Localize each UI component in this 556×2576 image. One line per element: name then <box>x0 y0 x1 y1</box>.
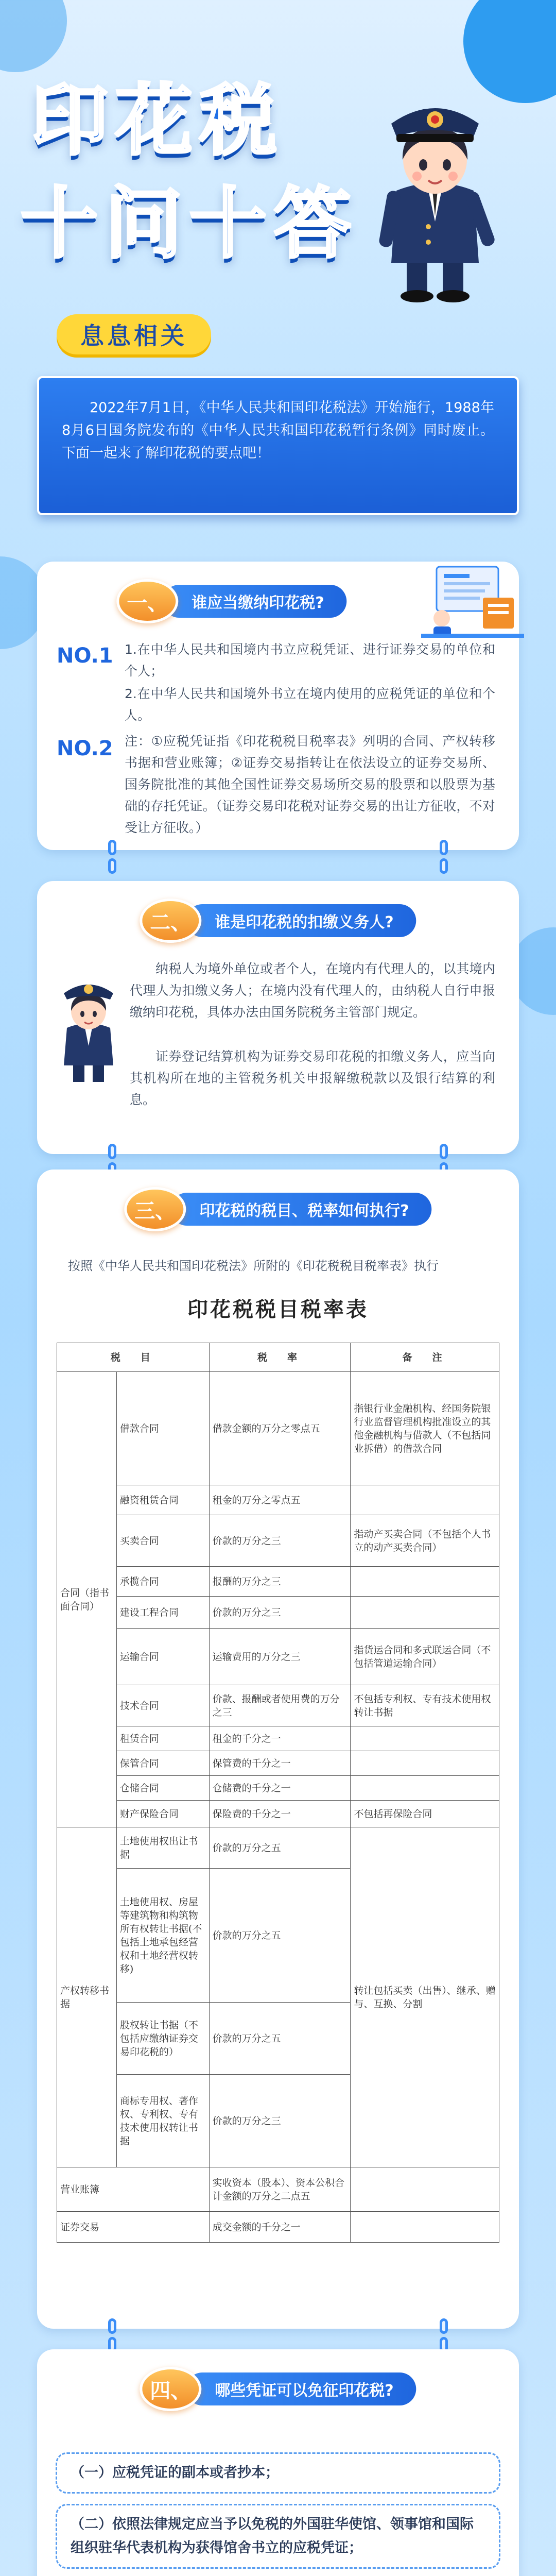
section-4-number: 四、 <box>140 2367 201 2411</box>
group-contract: 合同（指书面合同） <box>57 1372 117 1827</box>
row-item: 保管合同 <box>116 1751 209 1776</box>
row-note <box>351 1776 499 1801</box>
row-note <box>351 1751 499 1776</box>
row-note: 不包括专利权、专有技术使用权转让书据 <box>351 1685 499 1726</box>
table-row <box>57 1801 499 1827</box>
table-row <box>57 1567 499 1597</box>
row-note <box>351 1567 499 1597</box>
section-3-header <box>124 1187 431 1231</box>
row-rate: 价款、报酬或者使用费的万分之三 <box>209 1685 351 1726</box>
header-item: 税 目 <box>57 1343 210 1372</box>
q3-intro: 按照《中华人民共和国印花税法》所附的《印花税税目税率表》执行 <box>68 1259 439 1273</box>
table-row <box>57 1629 499 1685</box>
table-row <box>57 1827 499 1869</box>
row-item: 买卖合同 <box>116 1515 209 1567</box>
row-note: 指动产买卖合同（不包括个人书立的动产买卖合同） <box>351 1515 499 1567</box>
row-rate: 仓储费的千分之一 <box>209 1776 351 1801</box>
row-rate: 价款的万分之五 <box>209 2003 351 2075</box>
row-rate: 价款的万分之三 <box>209 1597 351 1629</box>
section-3-number: 三、 <box>124 1187 186 1231</box>
row-item: 承揽合同 <box>116 1567 209 1597</box>
card-q3 <box>37 1170 519 2329</box>
hero-title-line1: 印花税 <box>31 76 285 166</box>
card-q1 <box>37 562 519 850</box>
row-note <box>351 1485 499 1515</box>
row-item: 技术合同 <box>116 1685 209 1726</box>
row-note <box>351 1726 499 1751</box>
exempt-item-1: （一）应税凭证的副本或者抄本； <box>56 2452 500 2494</box>
row-note: 指银行业金融机构、经国务院银行业监督管理机构批准设立的其他金融机构与借款人（不包括同业拆借）的借款合同 <box>351 1372 499 1485</box>
section-2-title: 谁是印花税的扣缴义务人? <box>186 904 416 937</box>
header-rate: 税 率 <box>209 1343 351 1372</box>
row-rate: 价款的万分之五 <box>209 1869 351 2003</box>
office-illustration <box>421 556 524 639</box>
section-4-header <box>140 2367 416 2411</box>
row-note <box>351 2167 499 2212</box>
table-row <box>57 1776 499 1801</box>
q1-note: 注：①应税凭证指《印花税税目税率表》列明的合同、产权转移书据和营业账簿；②证券交易指转让在依法设立的证券交易所、国务院批准的其他全国性证券交易场所交易的股票和以股票为基础的存托凭证。（证券交易印花税对证券交易的出让方征收，不对受让方征收。） <box>125 734 495 835</box>
row-item: 运输合同 <box>116 1629 209 1685</box>
table-row <box>57 2167 499 2212</box>
q1-item-1: 1.在中华人民共和国境内书立应税凭证、进行证券交易的单位和个人； <box>125 642 495 679</box>
tax-officer-small-illustration <box>53 974 125 1087</box>
row-note: 不包括再保险合同 <box>351 1801 499 1827</box>
row-item: 证券交易 <box>57 2212 210 2243</box>
header-note: 备 注 <box>351 1343 499 1372</box>
card-q4 <box>37 2349 519 2576</box>
row-rate: 租金的千分之一 <box>209 1726 351 1751</box>
section-4-title: 哪些凭证可以免征印花税? <box>186 2372 416 2405</box>
group-transfer: 产权转移书据 <box>57 1827 117 2167</box>
section-1-title: 谁应当缴纳印花税? <box>163 585 346 618</box>
table-row <box>57 1597 499 1629</box>
row-note: 指货运合同和多式联运合同（不包括管道运输合同） <box>351 1629 499 1685</box>
topic-tag: 息息相关 <box>57 314 211 354</box>
no1-label: NO.1 <box>57 644 113 668</box>
row-rate: 成交金额的千分之一 <box>209 2212 351 2243</box>
section-1-header <box>116 579 346 623</box>
table-row <box>57 1685 499 1726</box>
row-rate: 价款的万分之三 <box>209 2075 351 2167</box>
row-note <box>351 2212 499 2243</box>
intro-box: 2022年7月1日，《中华人民共和国印花税法》开始施行，1988年8月6日国务院发布的《中华人民共和国印花税暂行条例》同时废止。下面一起来了解印花税的要点吧！ <box>37 376 519 515</box>
section-2-header <box>140 899 416 943</box>
row-item: 商标专用权、著作权、专利权、专有技术使用权转让书据 <box>116 2075 209 2167</box>
section-1-number: 一、 <box>116 579 178 623</box>
tax-officer-illustration <box>371 88 505 304</box>
table-row <box>57 1726 499 1751</box>
card-q2 <box>37 881 519 1154</box>
row-item: 融资租赁合同 <box>116 1485 209 1515</box>
section-2-number: 二、 <box>140 899 201 943</box>
row-rate: 租金的万分之零点五 <box>209 1485 351 1515</box>
table-row <box>57 2212 499 2243</box>
hero-title-line2: 十问十答 <box>21 179 359 269</box>
row-item: 营业账簿 <box>57 2167 210 2212</box>
table-row <box>57 1372 499 1485</box>
row-item: 土地使用权出让书据 <box>116 1827 209 1869</box>
q2-paragraph-2: 证券登记结算机构为证券交易印花税的扣缴义务人，应当向其机构所在地的主管税务机关申报解缴税款以及银行结算的利息。 <box>130 1049 495 1107</box>
table-title: 印花税税目税率表 <box>187 1297 369 1321</box>
row-item: 财产保险合同 <box>116 1801 209 1827</box>
row-item: 租赁合同 <box>116 1726 209 1751</box>
connector <box>108 840 116 881</box>
q2-paragraph-1: 纳税人为境外单位或者个人，在境内有代理人的，以其境内代理人为扣缴义务人；在境内没有代理人的，由纳税人自行申报缴纳印花税，具体办法由国务院税务主管部门规定。 <box>130 961 495 1020</box>
row-rate: 保管费的千分之一 <box>209 1751 351 1776</box>
top-left-bubble <box>0 0 67 72</box>
row-rate: 价款的万分之三 <box>209 1515 351 1567</box>
row-rate: 价款的万分之五 <box>209 1827 351 1869</box>
row-rate: 运输费用的万分之三 <box>209 1629 351 1685</box>
section-3-title: 印花税的税目、税率如何执行? <box>170 1193 431 1226</box>
row-note <box>351 1597 499 1629</box>
transfer-note: 转让包括买卖（出售）、继承、赠与、互换、分割 <box>351 1827 499 2167</box>
no2-label: NO.2 <box>57 737 113 760</box>
row-rate: 保险费的千分之一 <box>209 1801 351 1827</box>
table-row <box>57 1515 499 1567</box>
row-rate: 借款金额的万分之零点五 <box>209 1372 351 1485</box>
table-header-row <box>57 1343 499 1372</box>
row-rate: 报酬的万分之三 <box>209 1567 351 1597</box>
connector <box>440 840 448 881</box>
row-item: 股权转让书据（不包括应缴纳证券交易印花税的） <box>116 2003 209 2075</box>
row-item: 土地使用权、房屋等建筑物和构筑物所有权转让书据(不包括土地承包经营权和土地经营权转移) <box>116 1869 209 2003</box>
table-row <box>57 1485 499 1515</box>
tax-rate-table <box>57 1343 499 2243</box>
table-row <box>57 1751 499 1776</box>
row-item: 仓储合同 <box>116 1776 209 1801</box>
row-rate: 实收资本（股本）、资本公积合计金额的万分之二点五 <box>209 2167 351 2212</box>
q1-item-2: 2.在中华人民共和国境外书立在境内使用的应税凭证的单位和个人。 <box>125 686 495 723</box>
row-item: 建设工程合同 <box>116 1597 209 1629</box>
exempt-item-2: （二）依照法律规定应当予以免税的外国驻华使馆、领事馆和国际组织驻华代表机构为获得馆舍书立的应税凭证； <box>56 2504 500 2569</box>
row-item: 借款合同 <box>116 1372 209 1485</box>
